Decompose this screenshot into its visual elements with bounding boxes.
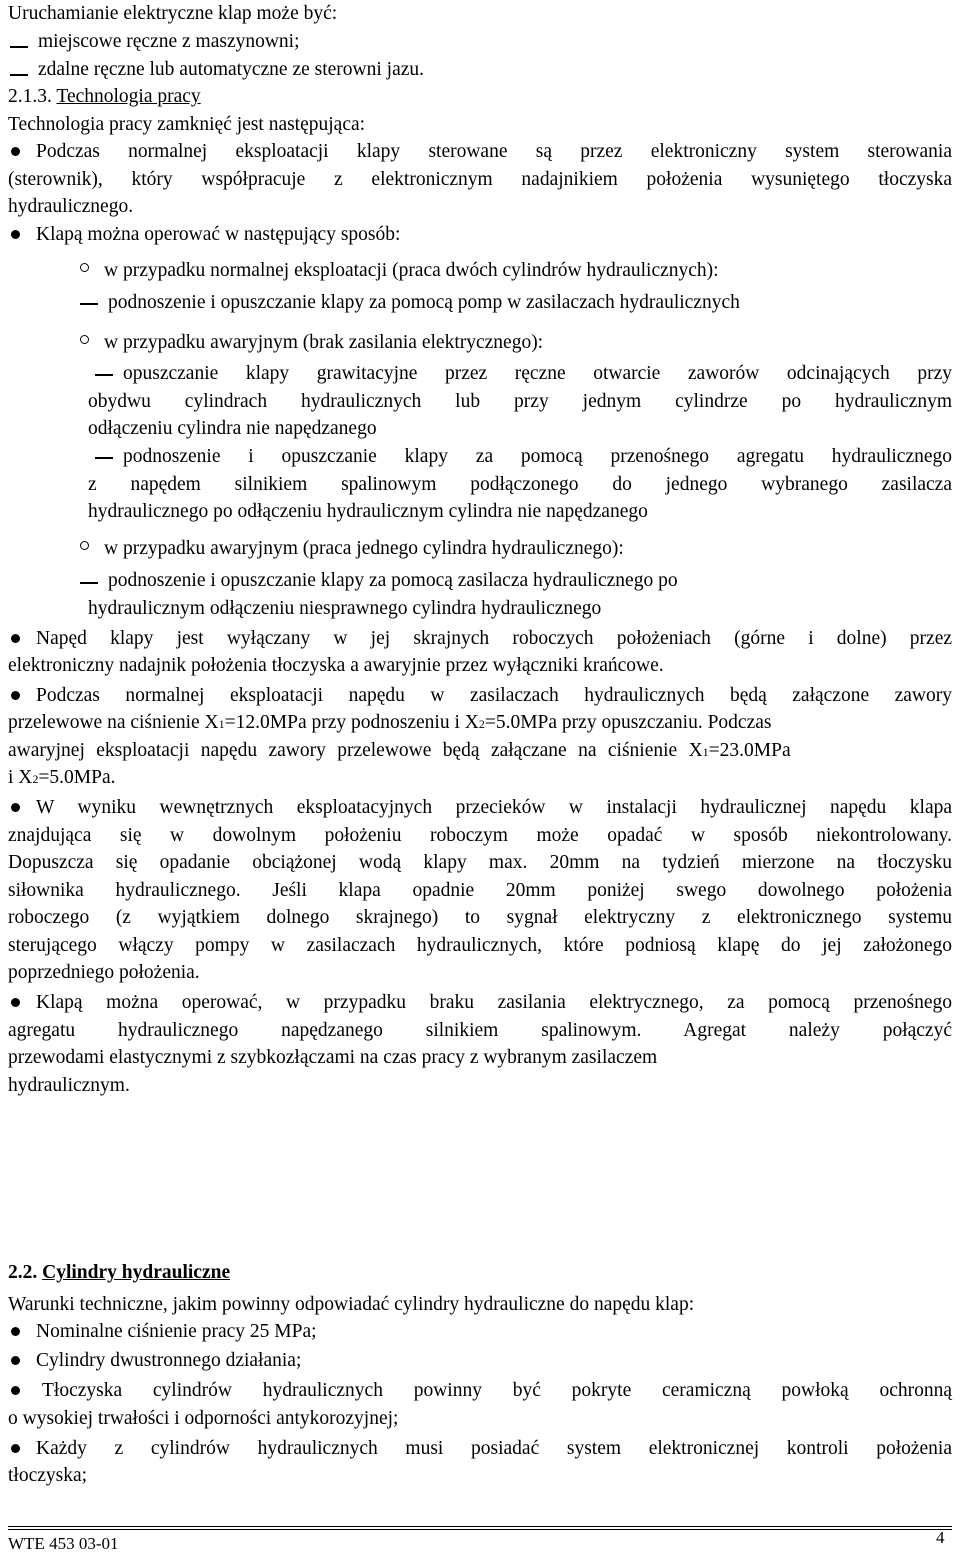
- bullet-icon: [11, 1386, 20, 1395]
- paragraph-line: i X2=5.0MPa.: [8, 767, 116, 788]
- bullet-icon: [11, 230, 20, 239]
- bullet-icon: [11, 1327, 20, 1336]
- bullet-icon: [11, 1356, 20, 1365]
- bullet-icon: [11, 998, 20, 1007]
- section-title: Technologia pracy: [56, 86, 201, 107]
- bullet-icon: [11, 147, 20, 156]
- section-number: 2.1.3.: [8, 86, 52, 107]
- sub-item: w przypadku awaryjnym (brak zasilania elektrycznego):: [104, 332, 544, 353]
- list-item: Tłoczyska cylindrów hydraulicznych powinny być pokryte ceramiczną powłoką ochronną: [42, 1380, 952, 1401]
- section-lead: Technologia pracy zamknięć jest następująca:: [8, 114, 366, 135]
- sub-item: w przypadku awaryjnym (praca jednego cylindra hydraulicznego):: [104, 538, 624, 559]
- paragraph-line: odłączeniu cylindra nie napędzanego: [88, 418, 377, 439]
- bullet-icon: [11, 803, 20, 812]
- bullet-icon: [11, 691, 20, 700]
- section-number: 2.2.: [8, 1262, 38, 1283]
- list-item: tłoczyska;: [8, 1465, 88, 1486]
- section-heading: [8, 1259, 230, 1287]
- paragraph-line: roboczego (z wyjątkiem dolnego skrajnego) to sygnał elektryczny z elektronicznego systemu: [8, 907, 952, 928]
- sub-sub-item: podnoszenie i opuszczanie klapy za pomocą pomp w zasilaczach hydraulicznych: [108, 292, 740, 313]
- paragraph-line: elektroniczny nadajnik położenia tłoczyska a awaryjnie przez wyłączniki krańcowe.: [8, 655, 664, 676]
- footer-rule: [8, 1529, 952, 1530]
- circle-bullet-icon: [80, 335, 89, 344]
- intro-item: miejscowe ręczne z maszynowni;: [38, 31, 300, 52]
- paragraph-line: Dopuszcza się opadanie obciążonej wodą klapy max. 20mm na tydzień mierzone na tłoczysku: [8, 852, 952, 873]
- paragraph-line: (sterownik), który współpracuje z elektronicznym nadajnikiem położenia wysuniętego tłoczyska: [8, 169, 952, 190]
- dash-bullet: [95, 374, 113, 376]
- paragraph-line: hydraulicznego.: [8, 196, 134, 217]
- section-lead: Warunki techniczne, jakim powinny odpowiadać cylindry hydrauliczne do napędu klap:: [8, 1294, 695, 1315]
- paragraph-line: awaryjnej eksploatacji napędu zawory przelewowe będą załączane na ciśnienie X1=23.0MPa: [8, 740, 791, 761]
- sub-sub-item: podnoszenie i opuszczanie klapy za pomocą zasilacza hydraulicznego po: [108, 570, 678, 591]
- paragraph-line: agregatu hydraulicznego napędzanego silnikiem spalinowym. Agregat należy połączyć: [8, 1020, 952, 1041]
- dash-bullet: [80, 582, 98, 584]
- paragraph-line: obydwu cylindrach hydraulicznych lub przy jednym cylindrze po hydraulicznym: [88, 391, 952, 412]
- paragraph-line: z napędem silnikiem spalinowym podłączonego do jednego wybranego zasilacza: [88, 474, 952, 495]
- paragraph-line: Klapą można operować w następujący sposób:: [36, 224, 401, 245]
- dash-bullet: [95, 457, 113, 459]
- list-item: Każdy z cylindrów hydraulicznych musi posiadać system elektronicznej kontroli położenia: [36, 1438, 952, 1459]
- intro-line: Uruchamianie elektryczne klap może być:: [8, 3, 338, 24]
- paragraph-line: Napęd klapy jest wyłączany w jej skrajnych roboczych położeniach (górne i dolne) przez: [36, 628, 952, 649]
- paragraph-line: znajdująca się w dowolnym położeniu roboczym może opadać w sposób niekontrolowany.: [8, 825, 952, 846]
- paragraph-line: sterującego włączy pompy w zasilaczach hydraulicznych, które podniosą klapę do jej założonego: [8, 935, 952, 956]
- circle-bullet-icon: [80, 541, 89, 550]
- paragraph-line: W wyniku wewnętrznych eksploatacyjnych przecieków w instalacji hydraulicznej napędu klapa: [36, 797, 952, 818]
- paragraph-line: przewodami elastycznymi z szybkozłączami na czas pracy z wybranym zasilaczem: [8, 1047, 658, 1068]
- paragraph-line: przelewowe na ciśnienie X1=12.0MPa przy podnoszeniu i X2=5.0MPa przy opuszczaniu. Podczas: [8, 712, 772, 733]
- section-title: Cylindry hydrauliczne: [42, 1262, 231, 1283]
- paragraph-line: Podczas normalnej eksploatacji napędu w zasilaczach hydraulicznych będą załączone zawory: [36, 685, 952, 706]
- paragraph-line: Podczas normalnej eksploatacji klapy sterowane są przez elektroniczny system sterowania: [36, 141, 952, 162]
- bullet-icon: [11, 634, 20, 643]
- footer-doc-id: WTE 453 03-01: [8, 1534, 119, 1553]
- paragraph-line: siłownika hydraulicznego. Jeśli klapa opadnie 20mm poniżej swego dowolnego położenia: [8, 880, 952, 901]
- circle-bullet-icon: [80, 263, 89, 272]
- paragraph-line: Klapą można operować, w przypadku braku zasilania elektrycznego, za pomocą przenośnego: [36, 992, 952, 1013]
- footer-rule: [8, 1526, 952, 1527]
- dash-bullet: [80, 303, 98, 305]
- section-heading: [8, 83, 201, 111]
- paragraph-line: opuszczanie klapy grawitacyjne przez ręczne otwarcie zaworów odcinających przy: [123, 363, 952, 384]
- dash-bullet: [10, 46, 28, 48]
- footer-page-number: 4: [936, 1528, 945, 1547]
- list-item: Nominalne ciśnienie pracy 25 MPa;: [36, 1321, 317, 1342]
- bullet-icon: [11, 1444, 20, 1453]
- paragraph-line: poprzedniego położenia.: [8, 962, 200, 983]
- list-item: o wysokiej trwałości i odporności antykorozyjnej;: [8, 1408, 399, 1429]
- sub-sub-item: hydraulicznym odłączeniu niesprawnego cylindra hydraulicznego: [88, 598, 602, 619]
- list-item: Cylindry dwustronnego działania;: [36, 1350, 302, 1371]
- dash-bullet: [10, 74, 28, 76]
- paragraph-line: hydraulicznego po odłączeniu hydraulicznym cylindra nie napędzanego: [88, 501, 648, 522]
- paragraph-line: podnoszenie i opuszczanie klapy za pomocą przenośnego agregatu hydraulicznego: [123, 446, 952, 467]
- paragraph-line: hydraulicznym.: [8, 1075, 130, 1096]
- intro-item: zdalne ręczne lub automatyczne ze sterowni jazu.: [38, 59, 425, 80]
- sub-item: w przypadku normalnej eksploatacji (praca dwóch cylindrów hydraulicznych):: [104, 260, 719, 281]
